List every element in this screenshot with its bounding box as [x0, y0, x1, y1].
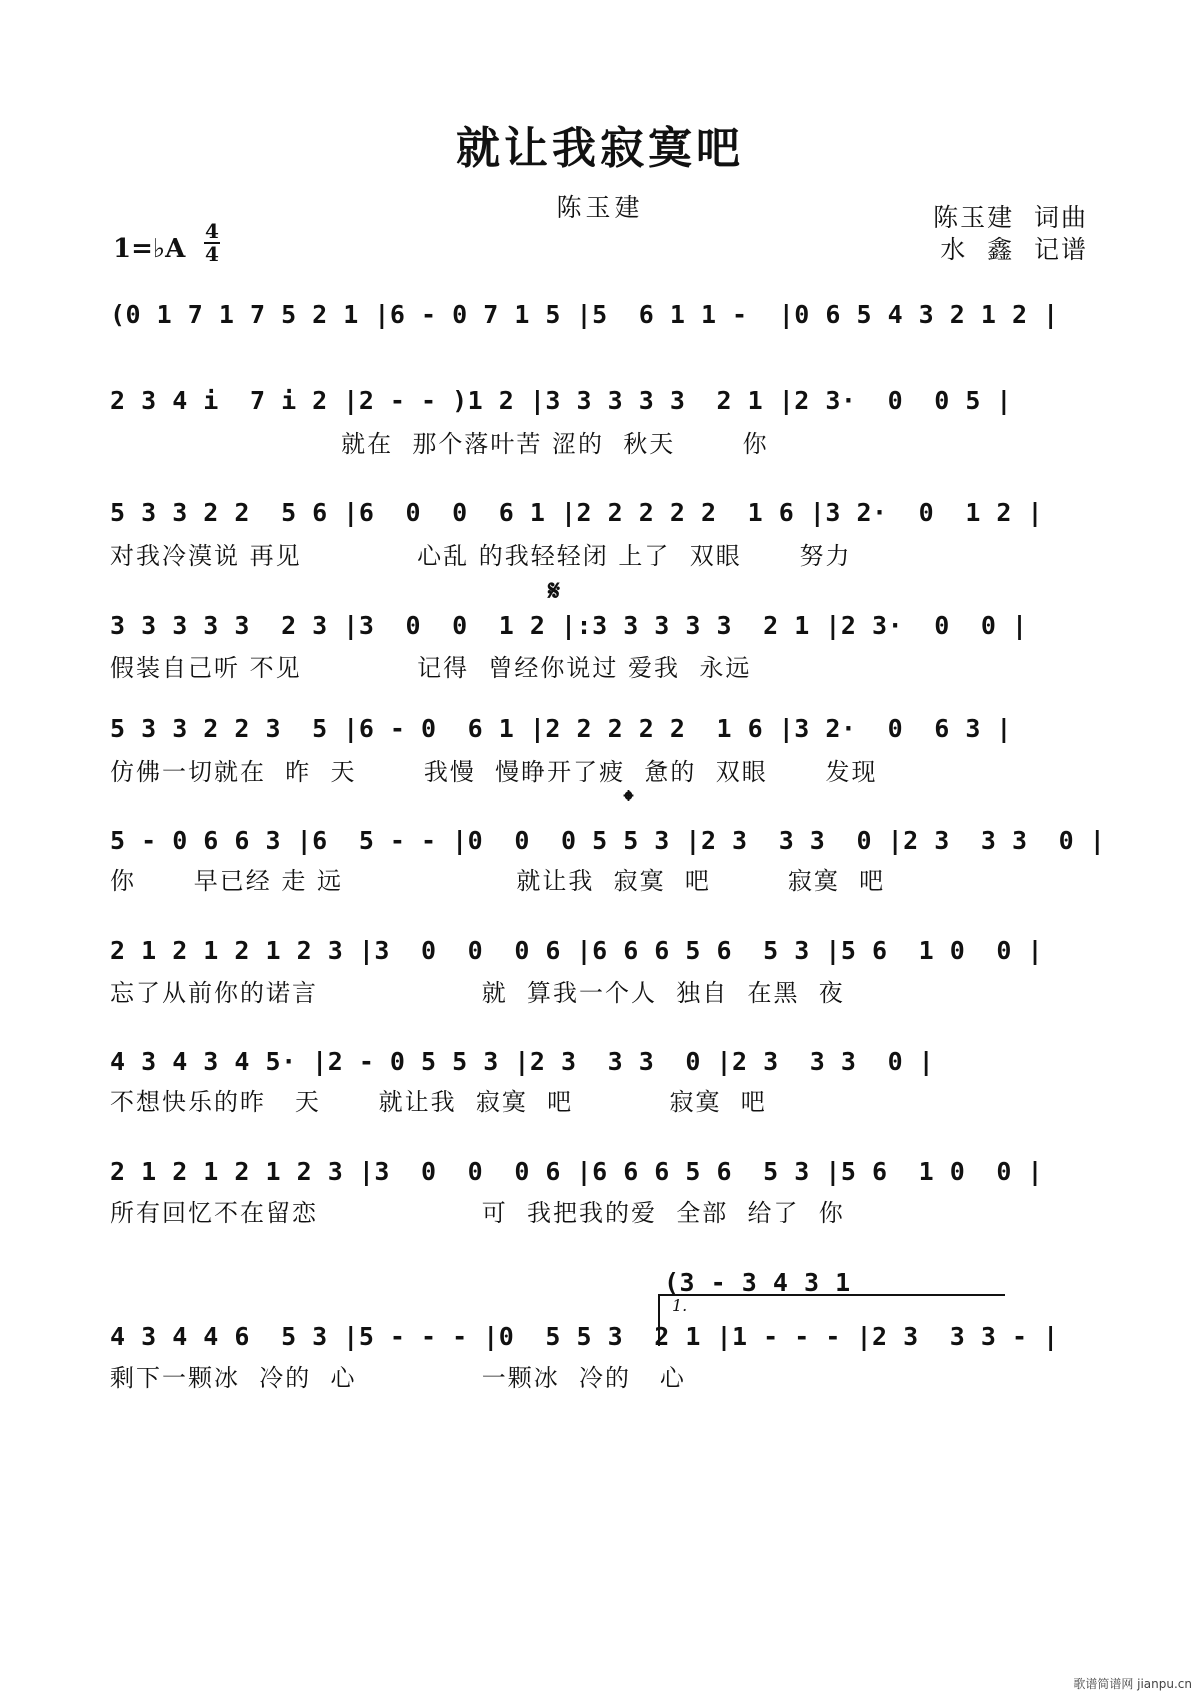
notation-line-9: 2 1 2 1 2 1 2 3 |3 0 0 0 6 |6 6 6 5 6 5 3 |5 6 1 0 0 |: [110, 1157, 1044, 1186]
coda-mark: 𝄌: [624, 786, 633, 816]
transcriber-credit: 水 鑫 记谱: [940, 235, 1088, 264]
notation-line-1: (0 1 7 1 7 5 2 1 |6 - 0 7 1 5 |5 6 1 1 - |0 6 5 4 3 2 1 2 |: [110, 300, 1059, 329]
time-signature-bottom: 4: [205, 242, 219, 266]
lyric-line-7: 忘了从前你的诺言 就 算我一个人 独自 在黑 夜: [110, 979, 845, 1007]
alt-ending-notes: (3 - 3 4 3 1: [664, 1268, 851, 1297]
lyric-line-2: 就在 那个落叶苦 涩的 秋天 你: [110, 430, 769, 458]
notation-line-7: 2 1 2 1 2 1 2 3 |3 0 0 0 6 |6 6 6 5 6 5 3 |5 6 1 0 0 |: [110, 936, 1044, 965]
composer-credit: 陈玉建 词曲: [933, 203, 1088, 232]
notation-line-2: 2 3 4 i 7 i 2 |2 - - )1 2 |3 3 3 3 3 2 1 |2 3· 0 0 5 |: [110, 386, 1012, 415]
lyric-line-5: 仿佛一切就在 昨 天 我慢 慢睁开了疲 惫的 双眼 发现: [110, 758, 878, 786]
segno-mark: 𝄋: [548, 574, 561, 607]
lyric-line-8: 不想快乐的昨 天 就让我 寂寞 吧 寂寞 吧: [110, 1088, 767, 1116]
time-signature: [204, 219, 220, 266]
singer-name: 陈玉建: [556, 193, 644, 222]
lyric-line-3: 对我冷漠说 再见 心乱 的我轻轻闭 上了 双眼 努力: [110, 542, 852, 570]
key-signature: 1=♭A: [113, 234, 186, 264]
song-title: 就让我寂寞吧: [456, 123, 744, 174]
first-ending-label: 1.: [672, 1296, 688, 1315]
notation-line-3: 5 3 3 2 2 5 6 |6 0 0 6 1 |2 2 2 2 2 1 6 |3 2· 0 1 2 |: [110, 498, 1044, 527]
site-watermark: 歌谱简谱网 jianpu.cn: [1073, 1677, 1192, 1691]
time-signature-top: 4: [205, 219, 219, 243]
notation-line-8: 4 3 4 3 4 5· |2 - 0 5 5 3 |2 3 3 3 0 |2 3 3 3 0 |: [110, 1047, 935, 1076]
lyric-line-10: 剩下一颗冰 冷的 心 一颗冰 冷的 心: [110, 1364, 686, 1392]
notation-line-5: 5 3 3 2 2 3 5 |6 - 0 6 1 |2 2 2 2 2 1 6 |3 2· 0 6 3 |: [110, 714, 1012, 743]
lyric-line-4: 假装自己听 不见 记得 曾经你说过 爱我 永远: [110, 654, 752, 682]
lyric-line-6: 你 早已经 走 远 就让我 寂寞 吧 寂寞 吧: [110, 867, 886, 895]
notation-line-6: 5 - 0 6 6 3 |6 5 - - |0 0 0 5 5 3 |2 3 3 3 0 |2 3 3 3 0 |: [110, 826, 1106, 855]
notation-line-4: 3 3 3 3 3 2 3 |3 0 0 1 2 |:3 3 3 3 3 2 1 |2 3· 0 0 |: [110, 611, 1028, 640]
notation-line-10: 4 3 4 4 6 5 3 |5 - - - |0 5 5 3 2 1 |1 - - - |2 3 3 3 - |: [110, 1322, 1059, 1351]
lyric-line-9: 所有回忆不在留恋 可 我把我的爱 全部 给了 你: [110, 1199, 845, 1227]
